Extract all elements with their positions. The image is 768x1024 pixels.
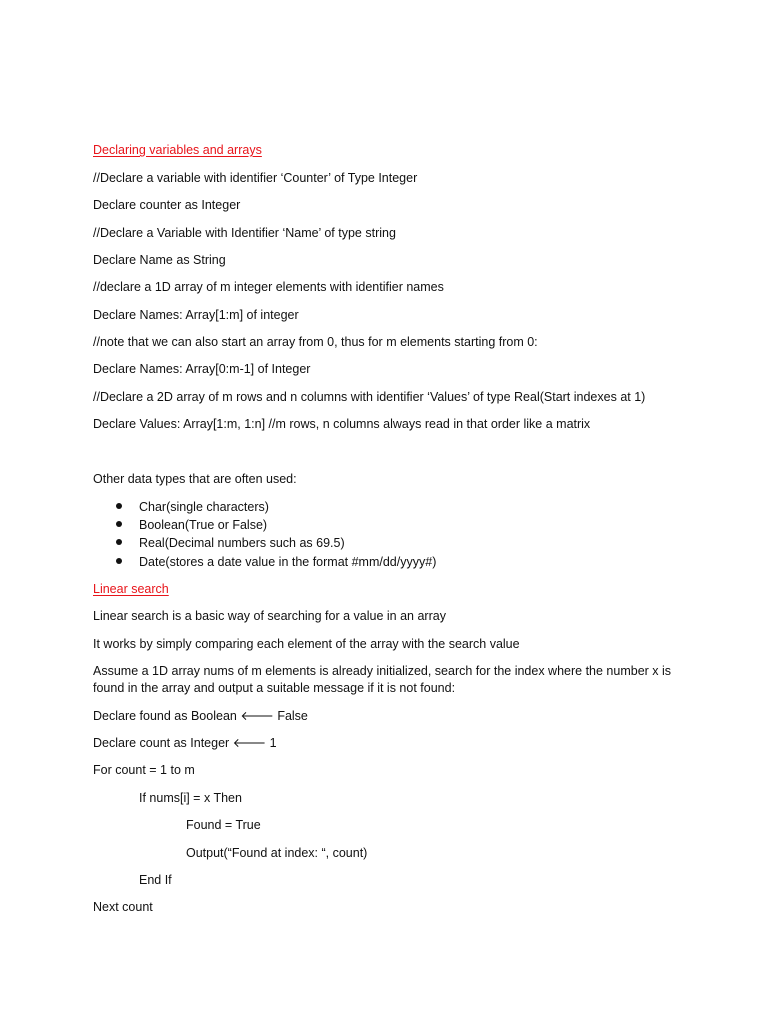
code-line: End If bbox=[139, 873, 172, 887]
comment-line: //note that we can also start an array from 0, thus for m elements starting from 0: bbox=[93, 335, 538, 349]
list-item: Date(stores a date value in the format #mm/dd/yyyy#) bbox=[139, 555, 437, 569]
code-line: Output(“Found at index: “, count) bbox=[186, 846, 368, 860]
code-line: Found = True bbox=[186, 818, 261, 832]
section-heading-linear-search: Linear search bbox=[93, 582, 169, 596]
code-line: Declare count as Integer 🡐 1 bbox=[93, 736, 277, 750]
code-line: Declare counter as Integer bbox=[93, 198, 241, 212]
comment-line: //Declare a Variable with Identifier ‘Name’ of type string bbox=[93, 226, 396, 240]
data-types-intro: Other data types that are often used: bbox=[93, 472, 297, 486]
section-heading-declaring: Declaring variables and arrays bbox=[93, 143, 262, 157]
comment-line: //Declare a 2D array of m rows and n columns with identifier ‘Values’ of type Real(Start indexes at 1) bbox=[93, 390, 646, 404]
code-line: Declare Names: Array[0:m-1] of Integer bbox=[93, 362, 311, 376]
list-item: Char(single characters) bbox=[139, 500, 269, 514]
comment-line: //declare a 1D array of m integer elements with identifier names bbox=[93, 280, 444, 294]
code-line: If nums[i] = x Then bbox=[139, 791, 242, 805]
code-line: Declare Name as String bbox=[93, 253, 226, 267]
bullet-icon bbox=[116, 503, 122, 509]
bullet-icon bbox=[116, 539, 122, 545]
comment-line: //Declare a variable with identifier ‘Counter’ of Type Integer bbox=[93, 171, 418, 185]
list-item: Real(Decimal numbers such as 69.5) bbox=[139, 536, 345, 550]
code-line: Next count bbox=[93, 900, 153, 914]
bullet-icon bbox=[116, 558, 122, 564]
paragraph-line: It works by simply comparing each element of the array with the search value bbox=[93, 637, 520, 651]
bullet-icon bbox=[116, 521, 122, 527]
code-line: Declare Values: Array[1:m, 1:n] //m rows, n columns always read in that order like a matrix bbox=[93, 417, 591, 431]
task-paragraph: Assume a 1D array nums of m elements is already initialized, search for the index where the number x is found in the array and output a suitable message if it is not found: bbox=[93, 664, 672, 695]
code-line: For count = 1 to m bbox=[93, 763, 195, 777]
paragraph-line: Linear search is a basic way of searching for a value in an array bbox=[93, 609, 446, 623]
list-item: Boolean(True or False) bbox=[139, 518, 268, 532]
code-line: Declare Names: Array[1:m] of integer bbox=[93, 308, 299, 322]
code-line: Declare found as Boolean 🡐 False bbox=[93, 709, 308, 723]
